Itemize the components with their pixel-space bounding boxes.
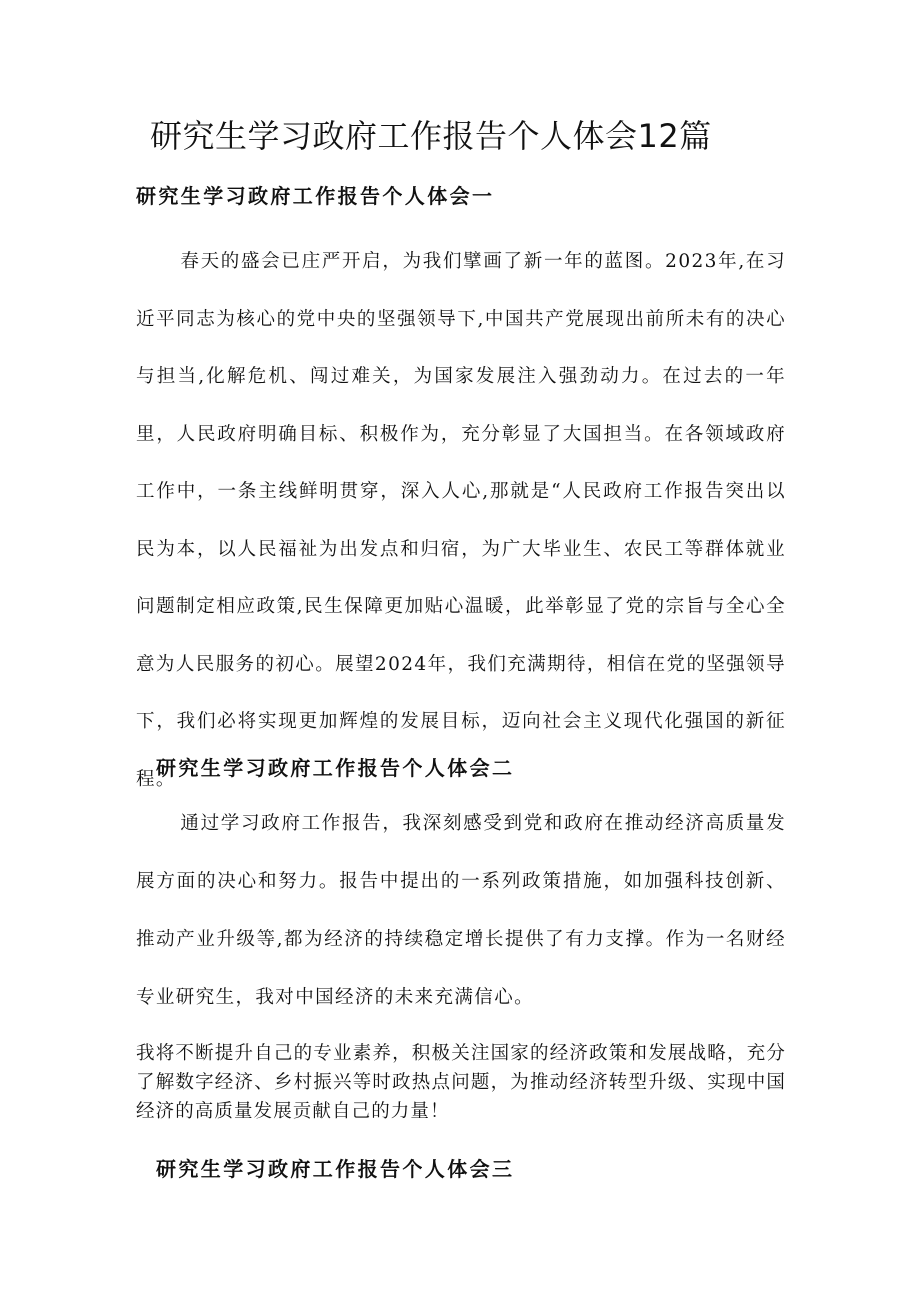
section-heading-1: 研究生学习政府工作报告个人体会一 [136,184,495,208]
section-2-paragraph-2: 我将不断提升自己的专业素养，积极关注国家的经济政策和发展战略，充分了解数字经济、乡村振兴等时政热点问题，为推动经济转型升级、实现中国经济的高质量发展贡献自己的力量！ [136,1043,786,1122]
section-heading-2: 研究生学习政府工作报告个人体会二 [156,756,515,780]
section-heading-3: 研究生学习政府工作报告个人体会三 [156,1157,515,1181]
section-1-paragraph-1: 春天的盛会已庄严开启，为我们擘画了新一年的蓝图。2023年,在习近平同志为核心的党中央的坚强领导下,中国共产党展现出前所未有的决心与担当,化解危机、闯过难关，为国家发展注入强劲动力。在过去的一年里，人民政府明确目标、积极作为，充分彰显了大国担当。在各领域政府工作中，一条主线鲜明贯穿，深入人心,那就是“人民政府工作报告突出以民为本，以人民福祉为出发点和归宿，为广大毕业生、农民工等群体就业问题制定相应政策,民生保障更加贴心温暖，此举彰显了党的宗旨与全心全意为人民服务的初心。展望2024年，我们充满期待，相信在党的坚强领导下，我们必将实现更加辉煌的发展目标，迈向社会主义现代化强国的新征程。 [136,251,786,790]
document-title: 研究生学习政府工作报告个人体会12篇 [150,117,712,155]
section-2-paragraph-1: 通过学习政府工作报告，我深刻感受到党和政府在推动经济高质量发展方面的决心和努力。报告中提出的一系列政策措施，如加强科技创新、推动产业升级等,都为经济的持续稳定增长提供了有力支撑。作为一名财经专业研究生，我对中国经济的未来充满信心。 [136,813,786,1008]
